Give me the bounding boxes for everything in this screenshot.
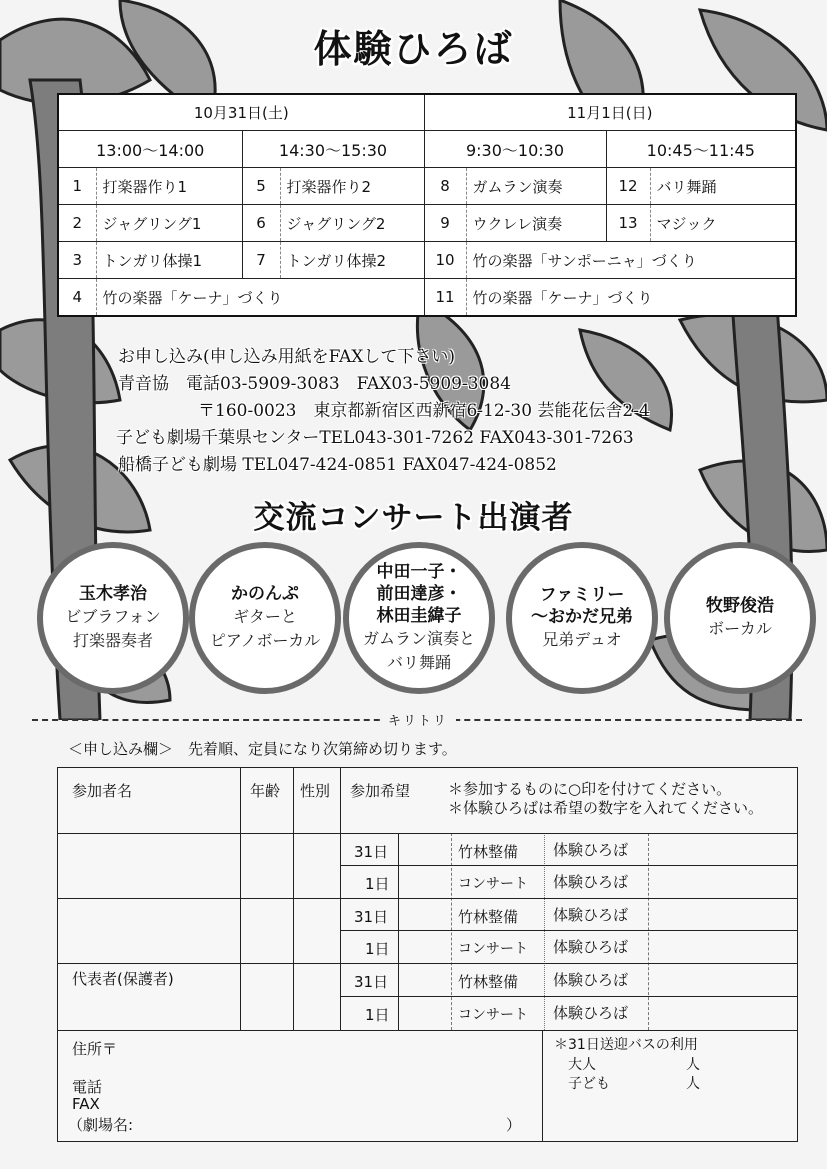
- header-participant-name: 参加者名: [72, 782, 133, 800]
- program-name: 打楽器作り2: [280, 168, 424, 205]
- bamboo-option[interactable]: 竹林整備: [458, 908, 519, 926]
- program-number: 10: [424, 242, 466, 279]
- performer-role: ビブラフォン 打楽器奏者: [65, 607, 161, 650]
- day-header-nov1: 11月1日(日): [424, 94, 796, 131]
- contact-seionkyo: 青音協 電話03-5909-3083 FAX03-5909-3084: [118, 374, 511, 394]
- adult-unit: 人: [686, 1057, 700, 1073]
- bamboo-option[interactable]: 竹林整備: [458, 973, 519, 991]
- header-wish: 参加希望: [350, 782, 411, 800]
- taiken-option[interactable]: 体験ひろば: [553, 1004, 629, 1022]
- performer-role: ガムラン演奏と バリ舞踊: [362, 629, 475, 672]
- performer-name: 中田一子・ 前田達彦・ 林田圭緯子: [376, 562, 462, 626]
- program-number: 4: [58, 279, 96, 317]
- concert-title: 交流コンサート出演者: [253, 500, 574, 536]
- contact-address: 〒160-0023 東京都新宿区西新宿6-12-30 芸能花伝舎2-4: [198, 401, 650, 421]
- header-instruction-1: ＊参加するものに○印を付けてください。: [448, 780, 732, 798]
- program-name: バリ舞踊: [650, 168, 796, 205]
- performer-circle: [189, 542, 341, 694]
- performer-role: ギターと ピアノボーカル: [209, 607, 321, 650]
- schedule-table: [57, 93, 797, 317]
- day-1-option[interactable]: 1日: [365, 940, 390, 958]
- time-slot: 13:00〜14:00: [58, 131, 242, 168]
- header-instruction-2: ＊体験ひろばは希望の数字を入れてください。: [448, 799, 764, 817]
- concert-option[interactable]: コンサート: [458, 941, 528, 957]
- taiken-option[interactable]: 体験ひろば: [553, 841, 629, 859]
- program-number: 5: [242, 168, 280, 205]
- child-unit: 人: [686, 1076, 700, 1092]
- program-number: 11: [424, 279, 466, 317]
- performer-role: ボーカル: [708, 619, 772, 638]
- header-age: 年齢: [250, 782, 281, 800]
- venue-close: ）: [506, 1116, 522, 1134]
- address-label: 住所〒: [72, 1040, 118, 1058]
- bus-label: ＊31日送迎バスの利用: [554, 1037, 698, 1053]
- program-number: 9: [424, 205, 466, 242]
- day-31-option[interactable]: 31日: [354, 908, 389, 926]
- program-name: ジャグリング1: [96, 205, 242, 242]
- day-31-option[interactable]: 31日: [354, 973, 389, 991]
- program-number: 6: [242, 205, 280, 242]
- program-number: 1: [58, 168, 96, 205]
- program-name: 竹の楽器「ケーナ」づくり: [466, 279, 796, 317]
- program-name: トンガリ体操2: [280, 242, 424, 279]
- cut-label: キリトリ: [380, 710, 456, 729]
- representative-label: 代表者(保護者): [72, 970, 174, 988]
- program-number: 8: [424, 168, 466, 205]
- application-form: [57, 767, 798, 1142]
- time-slot: 14:30〜15:30: [242, 131, 424, 168]
- fax-label: FAX: [72, 1095, 100, 1113]
- contact-info: [118, 344, 650, 479]
- application-instruction: お申し込み(申し込み用紙をFAXして下さい): [118, 347, 455, 367]
- concert-option[interactable]: コンサート: [458, 876, 528, 892]
- performer-circle: [343, 542, 495, 694]
- performer-role: 兄弟デュオ: [542, 630, 622, 649]
- program-name: トンガリ体操1: [96, 242, 242, 279]
- application-note: ＜申し込み欄＞ 先着順、定員になり次第締め切ります。: [68, 740, 457, 758]
- time-slot: 10:45〜11:45: [606, 131, 796, 168]
- program-name: 竹の楽器「サンポーニャ」づくり: [466, 242, 796, 279]
- day-1-option[interactable]: 1日: [365, 875, 390, 893]
- venue-label: （劇場名:: [68, 1116, 134, 1134]
- performer-name: ファミリー 〜おかだ兄弟: [531, 585, 633, 627]
- program-name: マジック: [650, 205, 796, 242]
- program-name: 打楽器作り1: [96, 168, 242, 205]
- day-1-option[interactable]: 1日: [365, 1006, 390, 1024]
- day-header-oct31: 10月31日(土): [58, 94, 424, 131]
- day-31-option[interactable]: 31日: [354, 843, 389, 861]
- program-name: ジャグリング2: [280, 205, 424, 242]
- program-name: ウクレレ演奏: [466, 205, 606, 242]
- header-sex: 性別: [300, 782, 331, 800]
- program-number: 7: [242, 242, 280, 279]
- program-number: 2: [58, 205, 96, 242]
- program-number: 12: [606, 168, 650, 205]
- page-title: 体験ひろば: [313, 27, 514, 71]
- program-number: 13: [606, 205, 650, 242]
- taiken-option[interactable]: 体験ひろば: [553, 938, 629, 956]
- contact-funabashi: 船橋子ども劇場 TEL047-424-0851 FAX047-424-0852: [118, 455, 557, 475]
- performer-circle: [37, 542, 189, 694]
- bamboo-option[interactable]: 竹林整備: [458, 843, 519, 861]
- concert-option[interactable]: コンサート: [458, 1007, 528, 1023]
- program-name: 竹の楽器「ケーナ」づくり: [96, 279, 424, 317]
- adult-label: 大人: [568, 1057, 596, 1073]
- phone-label: 電話: [72, 1078, 103, 1096]
- performer-name: 玉木孝治: [79, 584, 147, 604]
- time-slot: 9:30〜10:30: [424, 131, 606, 168]
- performer-name: かのんぷ: [231, 584, 299, 604]
- program-number: 3: [58, 242, 96, 279]
- contact-chiba: 子ども劇場千葉県センターTEL043-301-7262 FAX043-301-7263: [116, 428, 634, 448]
- performer-name: 牧野俊浩: [706, 596, 774, 616]
- performer-circle: [506, 542, 658, 694]
- child-label: 子ども: [568, 1076, 610, 1092]
- performer-circle: [664, 542, 816, 694]
- taiken-option[interactable]: 体験ひろば: [553, 906, 629, 924]
- taiken-option[interactable]: 体験ひろば: [553, 971, 629, 989]
- taiken-option[interactable]: 体験ひろば: [553, 873, 629, 891]
- program-name: ガムラン演奏: [466, 168, 606, 205]
